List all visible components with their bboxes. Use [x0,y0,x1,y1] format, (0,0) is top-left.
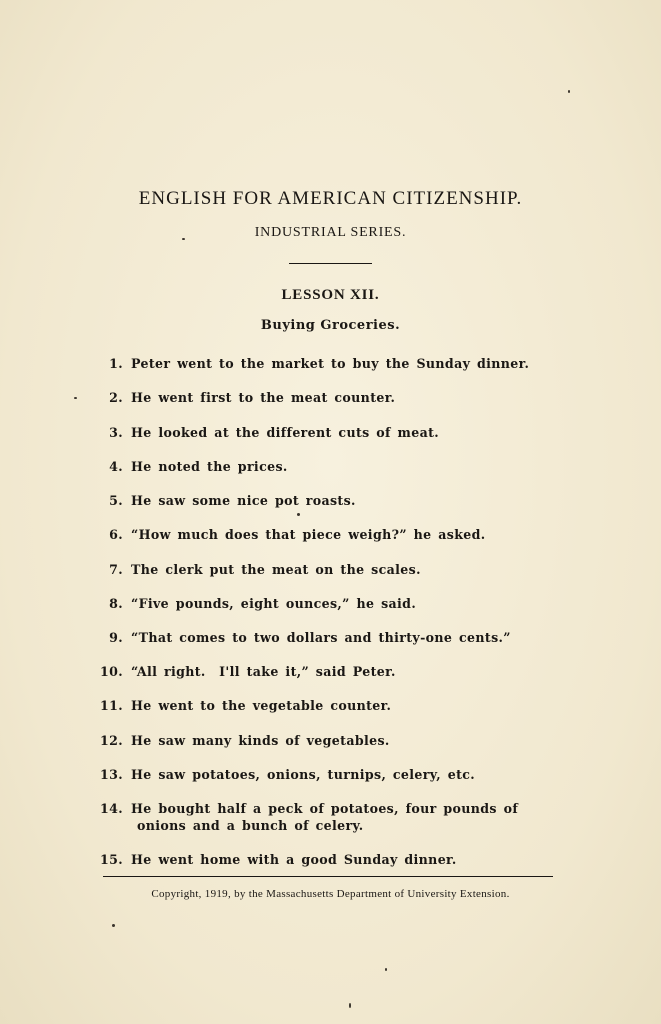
sentence-number: 10. [100,664,123,679]
sentence-text: He went first to the meat counter. [131,390,396,405]
sentence-number: 9. [109,630,123,645]
sentence-text: “How much does that piece weigh?” he asked. [131,527,486,542]
paper-speck [349,1003,351,1008]
sentence-number: 5. [109,493,123,508]
sentence-text: He saw many kinds of vegetables. [131,733,390,748]
sentence-item [92,561,562,578]
sentence-number: 1. [109,356,123,371]
sentence-item [92,492,562,509]
sentence-text-line-2: onions and a bunch of celery. [137,818,364,833]
sentence-text: “All right. I'll take it,” said Peter. [131,664,396,679]
sentence-item [92,595,562,612]
sentence-item [92,732,562,749]
sentence-item [92,389,562,406]
sentence-number: 7. [109,562,123,577]
sentence-item [92,800,562,834]
sentence-text: The clerk put the meat on the scales. [131,562,421,577]
sentence-item [92,355,562,372]
sentence-text: Peter went to the market to buy the Sunday dinner. [131,356,530,371]
sentence-number: 13. [100,767,123,782]
lesson-heading: LESSON XII. [281,287,380,303]
sentence-number: 6. [109,527,123,542]
paper-speck [74,397,77,399]
sentence-text: “Five pounds, eight ounces,” he said. [131,596,417,611]
sentence-number: 2. [109,390,123,405]
paper-speck [385,968,387,971]
sentence-text: He went home with a good Sunday dinner. [131,852,457,867]
sentence-number: 15. [100,852,123,867]
sentence-text: He looked at the different cuts of meat. [131,425,440,440]
paper-speck [112,924,115,927]
sentence-text: He saw potatoes, onions, turnips, celery, etc. [131,767,475,782]
sentence-number: 8. [109,596,123,611]
paper-speck [297,513,300,516]
sentence-text: He went to the vegetable counter. [131,698,392,713]
sentence-text: He noted the prices. [131,459,288,474]
sentence-item [92,697,562,714]
paper-speck [568,90,570,93]
paper-speck [182,238,185,240]
copyright-notice: Copyright, 1919, by the Massachusetts Department of University Extension. [151,888,510,900]
sentence-number: 12. [100,733,123,748]
sentence-item [92,851,562,868]
sentence-item [92,766,562,783]
sentence-item [92,663,562,680]
footer-divider [103,876,553,877]
sentence-number: 4. [109,459,123,474]
sentence-item [92,526,562,543]
sentence-item [92,458,562,475]
sentence-text [131,800,562,834]
sentence-item [92,424,562,441]
sentence-number: 11. [100,698,123,713]
series-subtitle: INDUSTRIAL SERIES. [254,225,407,240]
sentence-number: 14. [100,801,123,816]
sentence-text-line-1: He bought half a peck of potatoes, four pounds of [131,801,519,816]
lesson-topic: Buying Groceries. [260,318,401,333]
sentence-text: “That comes to two dollars and thirty-one cents.” [131,630,511,645]
title-divider [289,263,372,264]
sentence-text: He saw some nice pot roasts. [131,493,356,508]
document-title: ENGLISH FOR AMERICAN CITIZENSHIP. [138,188,523,209]
sentence-number: 3. [109,425,123,440]
sentence-item [92,629,562,646]
